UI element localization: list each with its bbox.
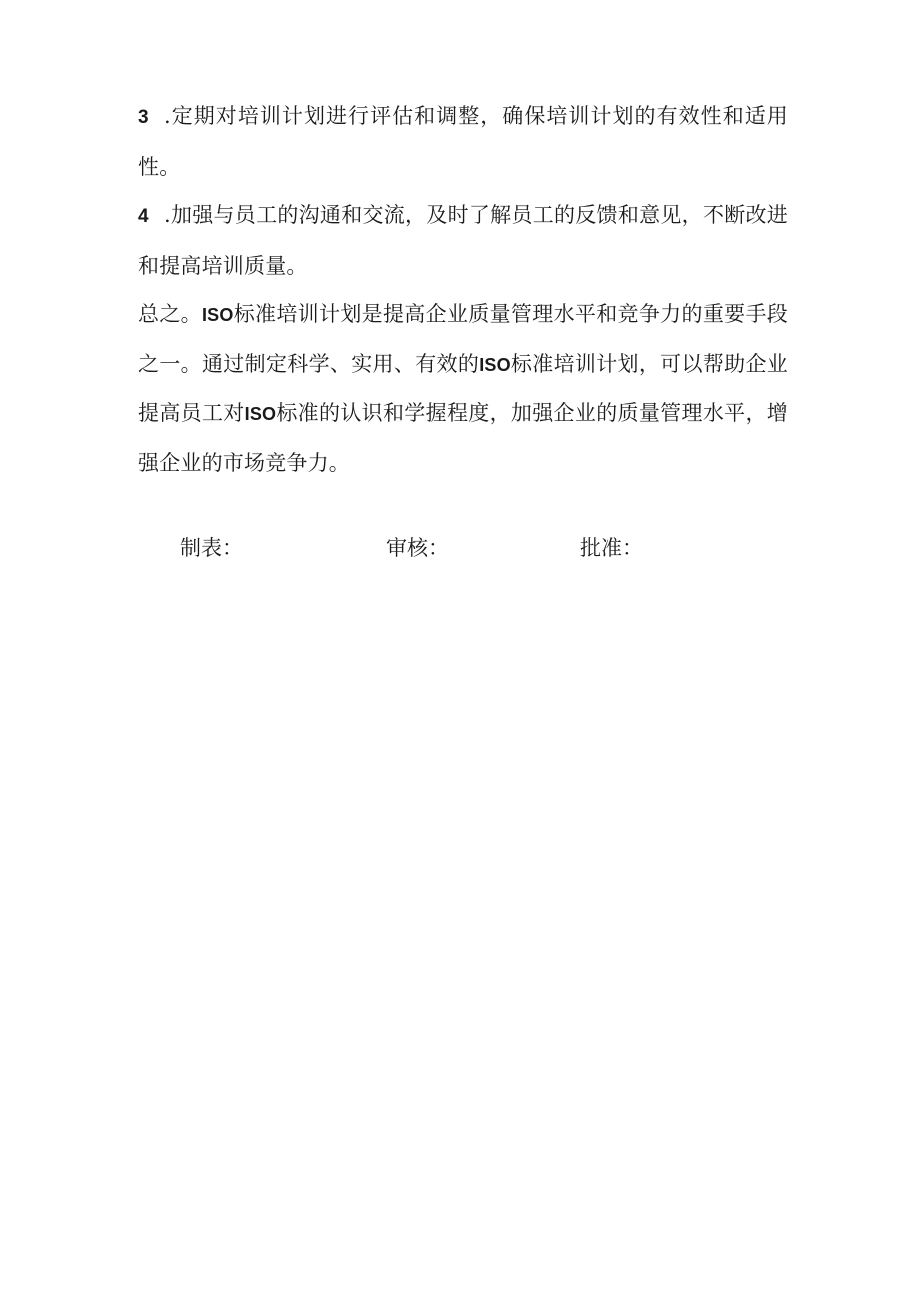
item-text: .定期对培训计划进行评估和调整，确保培训计划的有效性和适用性。 — [138, 104, 788, 179]
iso-term: ISO — [244, 404, 277, 424]
conclusion-text: 标准培训计划，可以帮助企业提高员工对 — [138, 351, 788, 425]
signature-line — [180, 524, 740, 572]
conclusion-paragraph — [138, 290, 788, 487]
item-number: 3 — [138, 107, 149, 128]
conclusion-text: 标准的认识和学握程度，加强企业的质量管理水平，增强企业的市场竞争力。 — [138, 401, 788, 475]
conclusion-text: 总之。 — [138, 302, 202, 326]
conclusion-text: 标准培训计划是提高企业质量管理水平和竞争力的重要手段之一。通过制定科学、实用、有效的 — [138, 302, 788, 376]
iso-term: ISO — [201, 305, 234, 325]
iso-term: ISO — [479, 354, 511, 375]
item-text: .加强与员工的沟通和交流，及时了解员工的反馈和意见，不断改进和提高培训质量。 — [138, 203, 788, 278]
list-item-3 — [138, 92, 788, 191]
list-item-4 — [138, 191, 788, 290]
reviewed-by-label: 审核： — [386, 536, 449, 560]
item-number: 4 — [138, 206, 149, 227]
document-body — [138, 92, 788, 487]
prepared-by-label: 制表： — [180, 536, 243, 560]
approved-by-label: 批准： — [580, 536, 643, 560]
